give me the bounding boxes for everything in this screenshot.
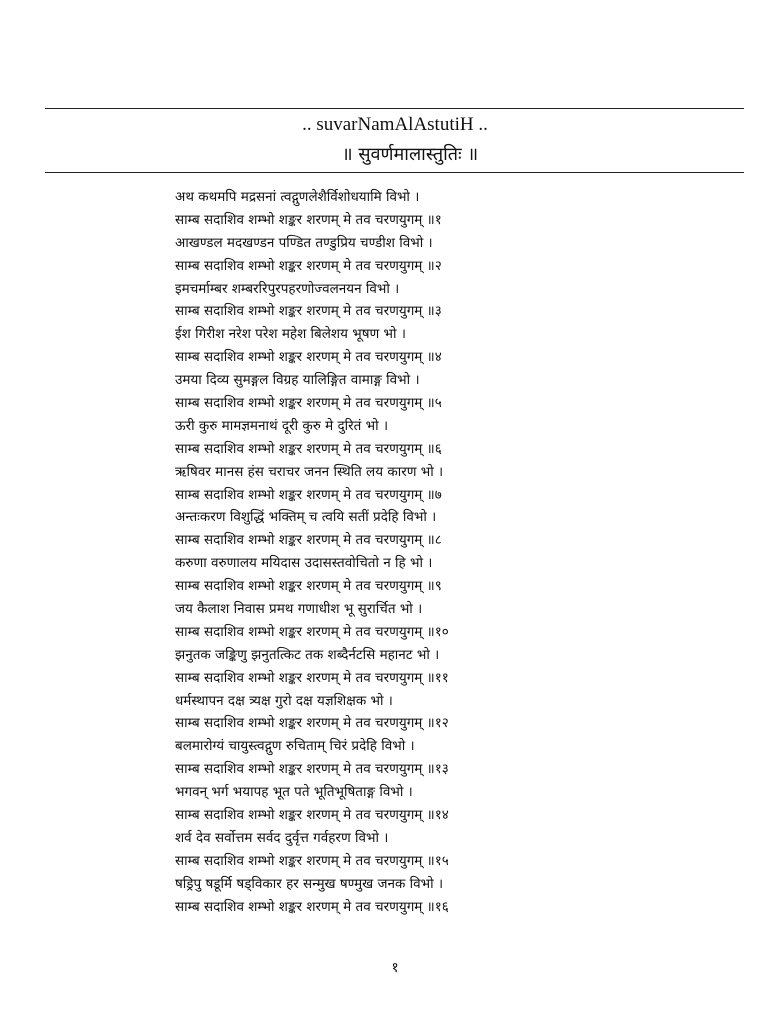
refrain-line: साम्ब सदाशिव शम्भो शङ्कर शरणम् मे तव चरणयुगम् ॥१ xyxy=(175,211,442,228)
refrain-line: साम्ब सदाशिव शम्भो शङ्कर शरणम् मे तव चरणयुगम् ॥७ xyxy=(175,486,442,503)
verse-line: ईश गिरीश नरेश परेश महेश बिलेशय भूषण भो । xyxy=(175,326,406,343)
verse-list xyxy=(175,186,755,919)
page-number: १ xyxy=(391,960,399,976)
title-devanagari: ॥ सुवर्णमालास्तुतिः ॥ xyxy=(341,144,479,165)
refrain-line: साम्ब सदाशिव शम्भो शङ्कर शरणम् मे तव चरणयुगम् ॥१२ xyxy=(175,715,449,732)
verse-line: षड्रिपु षडूर्मि षड्विकार हर सन्मुख षण्मुख जनक विभो । xyxy=(175,875,444,892)
title-transliteration: .. suvarNamAlAstutiH .. xyxy=(302,114,488,135)
verse-line: जय कैलाश निवास प्रमथ गणाधीश भू सुरार्चित भो । xyxy=(175,601,423,618)
refrain-line: साम्ब सदाशिव शम्भो शङ्कर शरणम् मे तव चरणयुगम् ॥१५ xyxy=(175,852,449,869)
verse-line: धर्मस्थापन दक्ष त्र्यक्ष गुरो दक्ष यज्ञशिक्षक भो । xyxy=(175,692,393,709)
verse-line: शर्व देव सर्वोत्तम सर्वद दुर्वृत्त गर्वहरण विभो । xyxy=(175,829,389,846)
refrain-line: साम्ब सदाशिव शम्भो शङ्कर शरणम् मे तव चरणयुगम् ॥१४ xyxy=(175,807,449,824)
verse-line: अन्तःकरण विशुद्धिं भक्तिम् च त्वयि सतीं प्रदेहि विभो । xyxy=(175,509,437,526)
verse-line: झनुतक जङ्किणु झनुतत्किट तक शब्दैर्नटसि महानट भो । xyxy=(175,646,440,663)
refrain-line: साम्ब सदाशिव शम्भो शङ्कर शरणम् मे तव चरणयुगम् ॥१३ xyxy=(175,761,449,778)
verse-line: ऊरी कुरु मामज्ञमनाथं दूरी कुरु मे दुरितं भो । xyxy=(175,417,389,434)
header-top-rule xyxy=(45,108,744,109)
verse-line: भगवन् भर्ग भयापह भूत पते भूतिभूषिताङ्ग विभो । xyxy=(175,784,413,801)
verse-line: इमचर्माम्बर शम्बररिपुरपहरणोज्वलनयन विभो । xyxy=(175,280,400,297)
refrain-line: साम्ब सदाशिव शम्भो शङ्कर शरणम् मे तव चरणयुगम् ॥११ xyxy=(175,669,449,686)
refrain-line: साम्ब सदाशिव शम्भो शङ्कर शरणम् मे तव चरणयुगम् ॥१० xyxy=(175,623,449,640)
verse-line: उमया दिव्य सुमङ्गल विग्रह यालिङ्गित वामाङ्ग विभो । xyxy=(175,372,420,389)
verse-line: अथ कथमपि मद्रसनां त्वद्गुणलेशैर्विशोधयामि विभो । xyxy=(175,189,420,205)
header-bottom-rule xyxy=(45,172,744,173)
refrain-line: साम्ब सदाशिव शम्भो शङ्कर शरणम् मे तव चरणयुगम् ॥३ xyxy=(175,303,442,320)
verse-line: करुणा वरुणालय मयिदास उदासस्तवोचितो न हि भो । xyxy=(175,555,433,572)
refrain-line: साम्ब सदाशिव शम्भो शङ्कर शरणम् मे तव चरणयुगम् ॥१६ xyxy=(175,898,449,915)
refrain-line: साम्ब सदाशिव शम्भो शङ्कर शरणम् मे तव चरणयुगम् ॥८ xyxy=(175,532,442,549)
verse-line: ऋषिवर मानस हंस चराचर जनन स्थिति लय कारण भो । xyxy=(175,463,444,480)
refrain-line: साम्ब सदाशिव शम्भो शङ्कर शरणम् मे तव चरणयुगम् ॥४ xyxy=(175,349,442,366)
refrain-line: साम्ब सदाशिव शम्भो शङ्कर शरणम् मे तव चरणयुगम् ॥५ xyxy=(175,395,442,412)
refrain-line: साम्ब सदाशिव शम्भो शङ्कर शरणम् मे तव चरणयुगम् ॥९ xyxy=(175,578,442,595)
refrain-line: साम्ब सदाशिव शम्भो शङ्कर शरणम् मे तव चरणयुगम् ॥२ xyxy=(175,257,442,274)
verse-line: बलमारोग्यं चायुस्त्वद्गुण रुचिताम् चिरं प्रदेहि विभो । xyxy=(175,738,415,755)
refrain-line: साम्ब सदाशिव शम्भो शङ्कर शरणम् मे तव चरणयुगम् ॥६ xyxy=(175,440,442,457)
verse-line: आखण्डल मदखण्डन पण्डित तण्डुप्रिय चण्डीश विभो । xyxy=(175,234,433,251)
